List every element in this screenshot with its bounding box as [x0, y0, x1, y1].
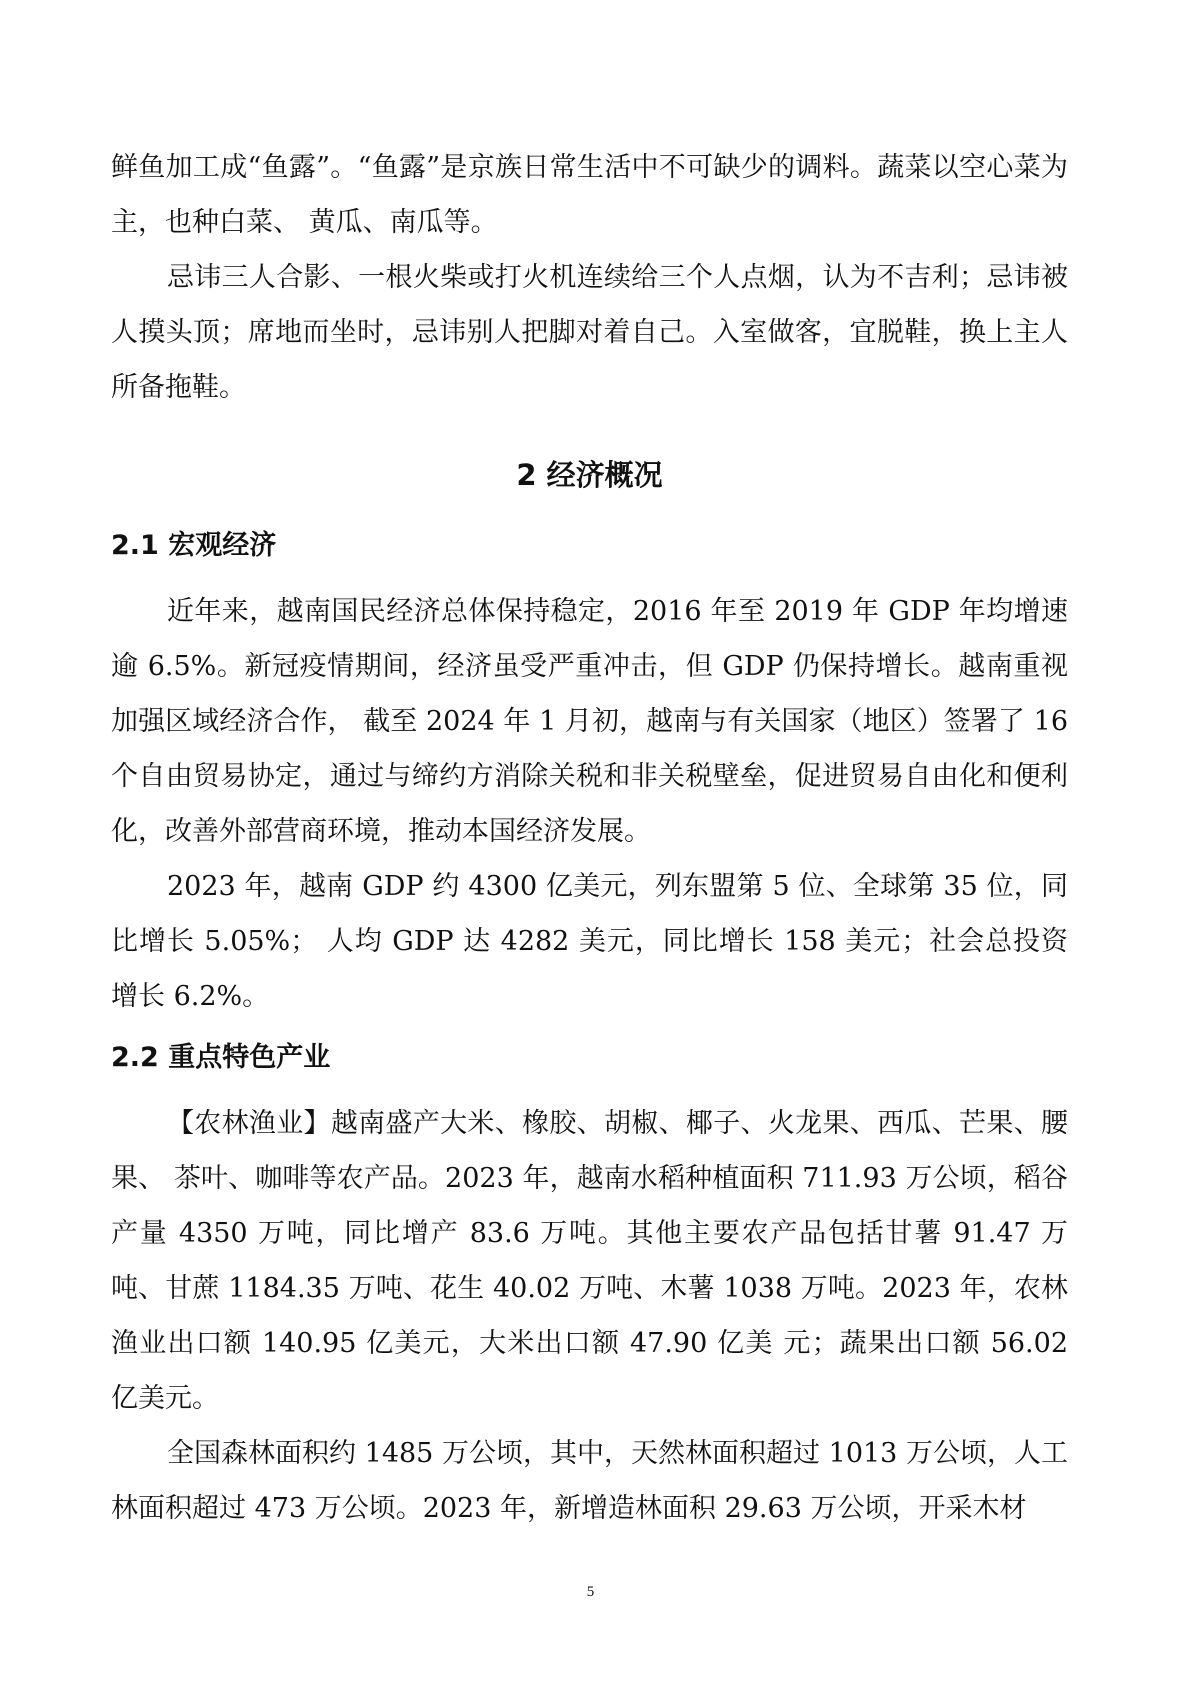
page-number: 5 — [586, 1584, 595, 1600]
section-heading-economy: 2 经济概况 — [516, 458, 663, 492]
subsection-heading-macroeconomy: 2.1 宏观经济 — [111, 530, 277, 561]
paragraph-macroeconomy: 近年来，越南国民经济总体保持稳定，2016 年至 2019 年 GDP 年均增速逾 6.5%。新冠疫情期间，经济虽受严重冲击，但 GDP 仍保持增长。越南重视加强区域经济合作， 截至 2024 年 1 月初，越南与有关国家（地区）签署了 16 个自由贸易协定，通过与缔约方消除关税和非关税壁垒，促进贸易自由化和便利化，改善外部营商环境，推动本国经济发展。 — [111, 596, 1068, 847]
paragraph-forestry: 全国森林面积约 1485 万公顷，其中，天然林面积超过 1013 万公顷，人工林面积超过 473 万公顷。2023 年，新增造林面积 29.63 万公顷，开采木材 — [111, 1438, 1068, 1524]
subsection-heading-key-industries: 2.2 重点特色产业 — [111, 1042, 331, 1073]
paragraph-agriculture: 【农林渔业】越南盛产大米、橡胶、胡椒、椰子、火龙果、西瓜、芒果、腰果、 茶叶、咖啡等农产品。2023 年，越南水稻种植面积 711.93 万公顷，稻谷产量 4350 万吨，同比增产 83.6 万吨。其他主要农产品包括甘薯 91.47 万吨、甘蔗 1184.35 万吨、花生 40.02 万吨、木薯 1038 万吨。2023 年，农林渔业出口额 140.95 亿美元，大米出口额 47.90 亿美 元；蔬果出口额 56.02 亿美元。 — [111, 1108, 1068, 1414]
paragraph-gdp-2023: 2023 年，越南 GDP 约 4300 亿美元，列东盟第 5 位、全球第 35 位，同比增长 5.05%； 人均 GDP 达 4282 美元，同比增长 158 美元；社会总投资增长 6.2%。 — [111, 871, 1068, 1012]
page-content — [111, 140, 1068, 1536]
paragraph-fish-sauce: 鲜鱼加工成“鱼露”。“鱼露”是京族日常生活中不可缺少的调料。蔬菜以空心菜为主，也种白菜、 黄瓜、南瓜等。 — [111, 152, 1068, 238]
paragraph-taboos: 忌讳三人合影、一根火柴或打火机连续给三个人点烟，认为不吉利；忌讳被人摸头顶；席地而坐时，忌讳别人把脚对着自己。入室做客，宜脱鞋，换上主人所备拖鞋。 — [111, 262, 1068, 403]
